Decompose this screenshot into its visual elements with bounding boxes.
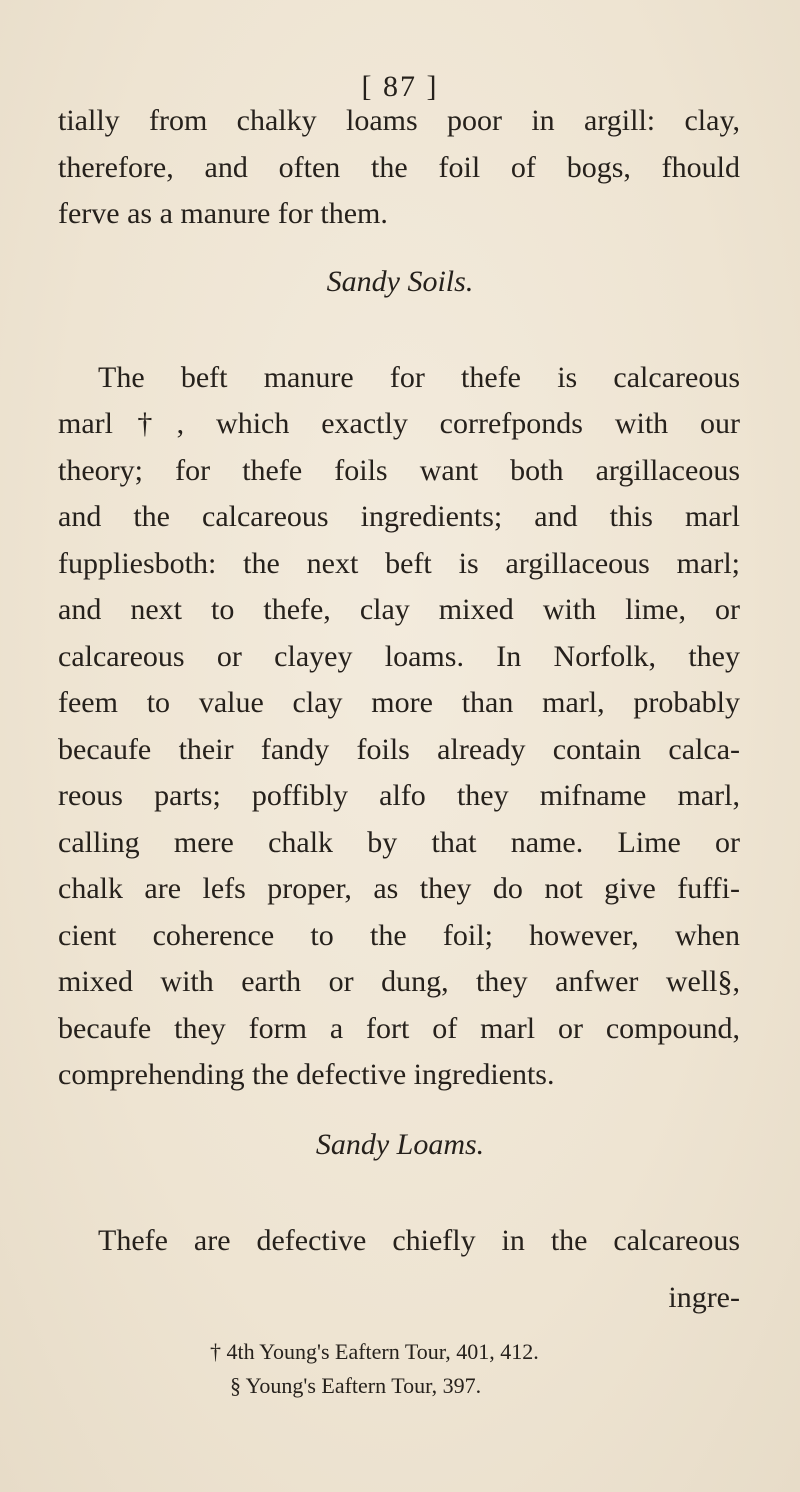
text-line: and the calcareous ingredients; and this marl bbox=[58, 500, 740, 533]
text-line: mixed with earth or dung, they anfwer well§, bbox=[58, 965, 740, 998]
text-line: therefore, and often the foil of bogs, fhould bbox=[58, 151, 740, 184]
text-line: The beft manure for thefe is calcareous bbox=[98, 361, 740, 394]
text-line: feem to value clay more than marl, probably bbox=[58, 686, 740, 719]
footnote: § Young's Eaftern Tour, 397. bbox=[230, 1373, 482, 1398]
text-line: fuppliesboth: the next beft is argillaceous marl; bbox=[58, 547, 740, 580]
text-line: marl†, which exactly correfponds with our bbox=[58, 407, 740, 440]
page-number: [ 87 ] bbox=[361, 70, 439, 103]
catchword: ingre- bbox=[668, 1281, 740, 1314]
text-line: calcareous or clayey loams. In Norfolk, they bbox=[58, 640, 740, 673]
text-line: chalk are lefs proper, as they do not give fuffi- bbox=[58, 872, 740, 905]
text-line: and next to thefe, clay mixed with lime, or bbox=[58, 593, 740, 626]
section-heading-sandy-soils: Sandy Soils. bbox=[326, 265, 474, 298]
text-line: reous parts; poffibly alfo they mifname marl, bbox=[58, 779, 740, 812]
text-line: becaufe they form a fort of marl or compound, bbox=[58, 1012, 740, 1045]
text-line: tially from chalky loams poor in argill: clay, bbox=[58, 104, 740, 137]
text-line: becaufe their fandy foils already contain calca- bbox=[58, 733, 740, 766]
footnote: † 4th Young's Eaftern Tour, 401, 412. bbox=[210, 1339, 539, 1364]
text-line: cient coherence to the foil; however, when bbox=[58, 919, 740, 952]
text-line: comprehending the defective ingredients. bbox=[58, 1058, 555, 1091]
text-line: Thefe are defective chiefly in the calcareous bbox=[98, 1224, 740, 1257]
text-line: theory; for thefe foils want both argillaceous bbox=[58, 454, 740, 487]
text-line: ferve as a manure for them. bbox=[58, 197, 388, 230]
text-line: calling mere chalk by that name. Lime or bbox=[58, 826, 740, 859]
section-heading-sandy-loams: Sandy Loams. bbox=[315, 1128, 485, 1161]
